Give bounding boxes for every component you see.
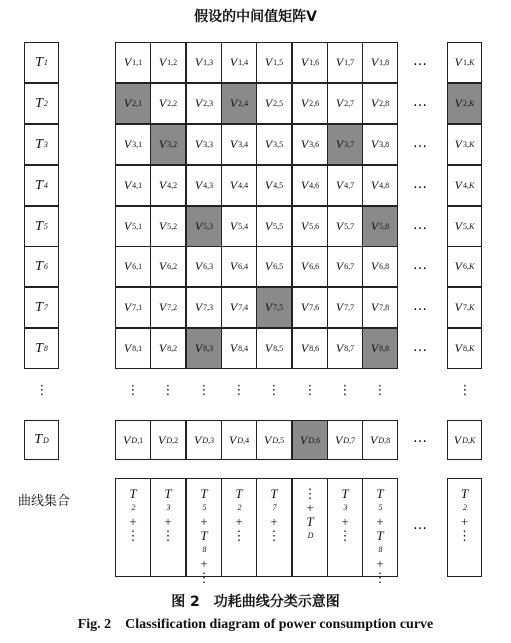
- matrix-cell-v5-4: V 5,4: [221, 206, 257, 247]
- curve-set-8-item: T 8: [376, 528, 384, 554]
- label-vdots: ⋮: [35, 383, 49, 398]
- matrix-cell-v4-k: V 4,K: [447, 165, 482, 206]
- matrix-cell-vd-8: V D,8: [362, 420, 398, 460]
- matrix-cell-vd-6: V D,6: [292, 420, 328, 460]
- curve-set-8: [362, 478, 398, 585]
- matrix-cell-v6-5: V 6,5: [256, 246, 292, 287]
- matrix-cell-v5-5: V 5,5: [256, 206, 292, 247]
- curve-set-3-item: +: [200, 514, 208, 529]
- curve-set-5-item: ⋮: [267, 528, 281, 543]
- matrix-cell-vd-1: V D,1: [115, 420, 151, 460]
- row-label-t4: T 4: [24, 165, 59, 206]
- curve-set-6-item: ⋮: [303, 486, 317, 501]
- matrix-cell-v2-6: V 2,6: [292, 83, 328, 124]
- matrix-row-7-ellipsis: …: [413, 297, 427, 314]
- matrix-cell-v7-2: V 7,2: [150, 287, 186, 328]
- curve-set-5-item: T 7: [270, 486, 278, 512]
- matrix-cell-v7-7: V 7,7: [327, 287, 363, 328]
- curve-set-5-item: +: [270, 514, 278, 529]
- curve-set-4-item: ⋮: [232, 528, 246, 543]
- matrix-cell-v6-4: V 6,4: [221, 246, 257, 287]
- row-label-t2: T 2: [24, 83, 59, 124]
- row-label-t8: T 8: [24, 328, 59, 369]
- row-label-t7: T 7: [24, 287, 59, 328]
- matrix-cell-v6-2: V 6,2: [150, 246, 186, 287]
- matrix-cell-v3-7: V 3,7: [327, 124, 363, 165]
- matrix-cell-vd-2: V D,2: [150, 420, 186, 460]
- matrix-cell-v7-6: V 7,6: [292, 287, 328, 328]
- matrix-cell-v6-1: V 6,1: [115, 246, 151, 287]
- matrix-cell-v8-1: V 8,1: [115, 328, 151, 369]
- matrix-cell-v8-3: V 8,3: [186, 328, 222, 369]
- curve-set-1-item: ⋮: [126, 528, 140, 543]
- curve-set-label: 曲线集合: [18, 494, 71, 509]
- matrix-cell-v8-4: V 8,4: [221, 328, 257, 369]
- curve-set-3-item: ⋮: [197, 570, 211, 585]
- matrix-cell-v1-2: V 1,2: [150, 42, 186, 83]
- curve-set-7-item: +: [341, 514, 349, 529]
- matrix-cell-vd-4: V D,4: [221, 420, 257, 460]
- caption-chinese: 图 2 功耗曲线分类示意图: [171, 594, 340, 610]
- matrix-cell-v3-5: V 3,5: [256, 124, 292, 165]
- col-8-vdots: ⋮: [373, 383, 387, 398]
- curve-set-1-item: T 2: [129, 486, 137, 512]
- matrix-cell-v3-2: V 3,2: [150, 124, 186, 165]
- matrix-cell-v3-6: V 3,6: [292, 124, 328, 165]
- col-2-vdots: ⋮: [161, 383, 175, 398]
- matrix-cell-v6-6: V 6,6: [292, 246, 328, 287]
- matrix-cell-v7-4: V 7,4: [221, 287, 257, 328]
- curve-set-8-item: +: [376, 514, 384, 529]
- matrix-cell-v2-4: V 2,4: [221, 83, 257, 124]
- matrix-cell-v5-8: V 5,8: [362, 206, 398, 247]
- curve-set-6-item: T D: [306, 514, 314, 540]
- row-label-t3: T 3: [24, 124, 59, 165]
- matrix-cell-v4-8: V 4,8: [362, 165, 398, 206]
- matrix-cell-v4-7: V 4,7: [327, 165, 363, 206]
- matrix-cell-v2-1: V 2,1: [115, 83, 151, 124]
- col-3-vdots: ⋮: [197, 383, 211, 398]
- row-label-t6: T 6: [24, 246, 59, 287]
- matrix-cell-v4-3: V 4,3: [186, 165, 222, 206]
- curve-set-3-item: T 5: [200, 486, 208, 512]
- curve-set-1-item: +: [129, 514, 137, 529]
- matrix-cell-v6-3: V 6,3: [186, 246, 222, 287]
- matrix-cell-v8-5: V 8,5: [256, 328, 292, 369]
- matrix-cell-v6-8: V 6,8: [362, 246, 398, 287]
- matrix-cell-v7-k: V 7,K: [447, 287, 482, 328]
- matrix-cell-v2-5: V 2,5: [256, 83, 292, 124]
- matrix-cell-v5-2: V 5,2: [150, 206, 186, 247]
- curve-set-8-item: ⋮: [373, 570, 387, 585]
- curve-set-6: [292, 478, 328, 577]
- col-1-vdots: ⋮: [126, 383, 140, 398]
- matrix-cell-v8-k: V 8,K: [447, 328, 482, 369]
- matrix-cell-v8-8: V 8,8: [362, 328, 398, 369]
- matrix-cell-v1-3: V 1,3: [186, 42, 222, 83]
- matrix-row-d-ellipsis: …: [413, 430, 427, 446]
- matrix-cell-v4-4: V 4,4: [221, 165, 257, 206]
- matrix-cell-v5-k: V 5,K: [447, 206, 482, 247]
- matrix-cell-v1-8: V 1,8: [362, 42, 398, 83]
- curve-set-2-item: T 3: [164, 486, 172, 512]
- matrix-cell-vd-k: V D,K: [447, 420, 482, 460]
- matrix-cell-v6-k: V 6,K: [447, 246, 482, 287]
- curve-set-k-item: ⋮: [458, 528, 471, 543]
- matrix-cell-v1-k: V 1,K: [447, 42, 482, 83]
- curve-set-3-item: T 8: [200, 528, 208, 554]
- col-k-vdots: ⋮: [458, 383, 472, 398]
- col-5-vdots: ⋮: [267, 383, 281, 398]
- row-label-t1: T 1: [24, 42, 59, 83]
- matrix-cell-v7-8: V 7,8: [362, 287, 398, 328]
- matrix-cell-v4-1: V 4,1: [115, 165, 151, 206]
- matrix-cell-v3-k: V 3,K: [447, 124, 482, 165]
- matrix-cell-v3-3: V 3,3: [186, 124, 222, 165]
- matrix-cell-v2-7: V 2,7: [327, 83, 363, 124]
- matrix-cell-v2-3: V 2,3: [186, 83, 222, 124]
- matrix-cell-v1-1: V 1,1: [115, 42, 151, 83]
- curve-set-4-item: T 2: [235, 486, 243, 512]
- col-6-vdots: ⋮: [303, 383, 317, 398]
- curve-set-8-item: +: [376, 556, 384, 571]
- matrix-cell-vd-3: V D,3: [186, 420, 222, 460]
- matrix-row-6-ellipsis: …: [413, 256, 427, 273]
- matrix-cell-vd-5: V D,5: [256, 420, 292, 460]
- matrix-cell-v3-1: V 3,1: [115, 124, 151, 165]
- curve-set-2-item: ⋮: [161, 528, 175, 543]
- curve-set-3-item: +: [200, 556, 208, 571]
- matrix-cell-v2-2: V 2,2: [150, 83, 186, 124]
- curve-set-6-item: +: [306, 500, 314, 515]
- matrix-cell-v5-3: V 5,3: [186, 206, 222, 247]
- curve-set-k-item: +: [460, 514, 469, 529]
- curve-set-4: [221, 478, 257, 577]
- matrix-cell-v7-5: V 7,5: [256, 287, 292, 328]
- matrix-cell-v2-k: V 2,K: [447, 83, 482, 124]
- matrix-cell-v5-7: V 5,7: [327, 206, 363, 247]
- curve-set-5: [256, 478, 292, 577]
- matrix-cell-v4-6: V 4,6: [292, 165, 328, 206]
- curve-set-k-item: T 2: [460, 486, 469, 512]
- matrix-cell-v6-7: V 6,7: [327, 246, 363, 287]
- matrix-cell-v2-8: V 2,8: [362, 83, 398, 124]
- matrix-row-8-ellipsis: …: [413, 338, 427, 355]
- curve-set-2-item: +: [164, 514, 172, 529]
- curve-set-1: [115, 478, 151, 577]
- matrix-cell-v1-4: V 1,4: [221, 42, 257, 83]
- row-label-td: T D: [24, 420, 59, 460]
- curve-set-7: [327, 478, 363, 577]
- matrix-cell-v8-6: V 8,6: [292, 328, 328, 369]
- col-4-vdots: ⋮: [232, 383, 246, 398]
- matrix-cell-v5-6: V 5,6: [292, 206, 328, 247]
- curve-set-2: [150, 478, 186, 577]
- matrix-row-4-ellipsis: …: [413, 175, 427, 192]
- curve-set-7-item: ⋮: [338, 528, 352, 543]
- matrix-cell-v1-5: V 1,5: [256, 42, 292, 83]
- matrix-row-3-ellipsis: …: [413, 134, 427, 151]
- matrix-row-2-ellipsis: …: [413, 93, 427, 110]
- row-label-t5: T 5: [24, 206, 59, 247]
- matrix-cell-v4-2: V 4,2: [150, 165, 186, 206]
- matrix-cell-v5-1: V 5,1: [115, 206, 151, 247]
- curve-set-3: [186, 478, 222, 585]
- matrix-row-5-ellipsis: …: [413, 216, 427, 233]
- matrix-cell-v8-2: V 8,2: [150, 328, 186, 369]
- matrix-cell-v3-8: V 3,8: [362, 124, 398, 165]
- matrix-cell-v4-5: V 4,5: [256, 165, 292, 206]
- col-7-vdots: ⋮: [338, 383, 352, 398]
- matrix-cell-v7-1: V 7,1: [115, 287, 151, 328]
- curve-set-k: [447, 478, 482, 577]
- matrix-cell-v3-4: V 3,4: [221, 124, 257, 165]
- curve-set-7-item: T 3: [341, 486, 349, 512]
- curve-set-4-item: +: [235, 514, 243, 529]
- matrix-cell-v1-7: V 1,7: [327, 42, 363, 83]
- matrix-row-1-ellipsis: …: [413, 52, 427, 69]
- curve-set-8-item: T 5: [376, 486, 384, 512]
- matrix-cell-vd-7: V D,7: [327, 420, 363, 460]
- curve-set-ellipsis: …: [413, 517, 427, 533]
- matrix-cell-v8-7: V 8,7: [327, 328, 363, 369]
- matrix-cell-v1-6: V 1,6: [292, 42, 328, 83]
- matrix-title: 假设的中间值矩阵V: [194, 9, 317, 25]
- matrix-cell-v7-3: V 7,3: [186, 287, 222, 328]
- caption-english: Fig. 2 Classification diagram of power consumption curve: [77, 617, 434, 632]
